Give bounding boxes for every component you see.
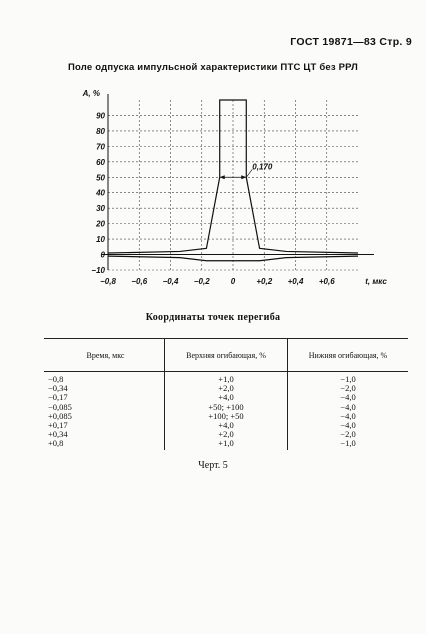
x-tick-label: −0,2 [193, 277, 210, 286]
x-tick-label: −0,8 [100, 277, 116, 286]
header-time: Время, мкс [44, 339, 165, 372]
page-header: ГОСТ 19871—83 Стр. 9 [290, 36, 412, 48]
annotation-label: 0,170 [252, 162, 273, 172]
time-value: +0,17 [48, 420, 68, 431]
y-tick-label: 80 [96, 126, 105, 136]
y-tick-label: 10 [96, 235, 105, 245]
y-tick-label: 30 [96, 204, 105, 214]
y-tick-label: 70 [96, 142, 105, 152]
x-axis-label: t, мкс [365, 277, 387, 286]
lower-value: −4,0 [340, 392, 356, 403]
upper-value: +100; +50 [208, 410, 244, 421]
x-tick-label: −0,4 [162, 277, 179, 286]
x-tick-label: +0,6 [318, 277, 335, 286]
lower-value: −4,0 [340, 410, 356, 421]
width-arrow-right [241, 175, 246, 179]
x-tick-label: +0,2 [256, 277, 273, 286]
time-value: +0,34 [48, 429, 68, 440]
upper-envelope-column [165, 372, 288, 450]
y-axis-label: A, % [82, 89, 100, 98]
section-title: Координаты точек перегиба [145, 312, 281, 323]
header-lower-envelope: Нижняя огибающая, % [288, 339, 409, 372]
upper-value: +4,0 [218, 420, 234, 431]
time-value: −0,34 [48, 383, 68, 394]
upper-value: +2,0 [218, 429, 234, 440]
y-tick-label: 40 [96, 188, 105, 198]
width-arrow-left [220, 175, 225, 179]
upper-value: +1,0 [218, 374, 234, 384]
y-tick-label: 60 [96, 157, 105, 167]
y-tick-label: 0 [100, 250, 105, 260]
y-tick-label: 90 [96, 111, 105, 121]
upper-value: +50; +100 [208, 401, 244, 412]
y-tick-label: 20 [96, 219, 105, 229]
coordinates-table [44, 338, 408, 450]
y-tick-label: 50 [96, 173, 105, 183]
upper-value: +1,0 [218, 438, 234, 449]
time-value: −0,8 [48, 374, 64, 384]
figure-caption: Черт. 5 [198, 460, 228, 471]
x-tick-label: −0,6 [131, 277, 148, 286]
lower-envelope-column [288, 372, 409, 450]
impulse-response-chart [0, 84, 426, 294]
lower-value: −4,0 [340, 420, 356, 431]
time-value: −0,17 [48, 392, 68, 403]
time-value: +0,8 [48, 438, 64, 449]
upper-value: +2,0 [218, 383, 234, 394]
time-column [44, 372, 165, 450]
time-value: +0,085 [48, 410, 72, 421]
lower-value: −2,0 [340, 383, 356, 394]
header-upper-envelope: Верхняя огибающая, % [165, 339, 288, 372]
lower-value: −2,0 [340, 429, 356, 440]
x-tick-label: 0 [230, 277, 236, 286]
chart-title: Поле одпуска импульсной характеристики ПТС ЦТ без РРЛ [68, 62, 358, 73]
lower-value: −4,0 [340, 401, 356, 412]
time-value: −0,085 [48, 401, 72, 412]
lower-value: −1,0 [340, 374, 356, 384]
y-tick-label: −10 [91, 266, 105, 275]
lower-value: −1,0 [340, 438, 356, 449]
x-tick-label: +0,4 [287, 277, 304, 286]
upper-value: +4,0 [218, 392, 234, 403]
